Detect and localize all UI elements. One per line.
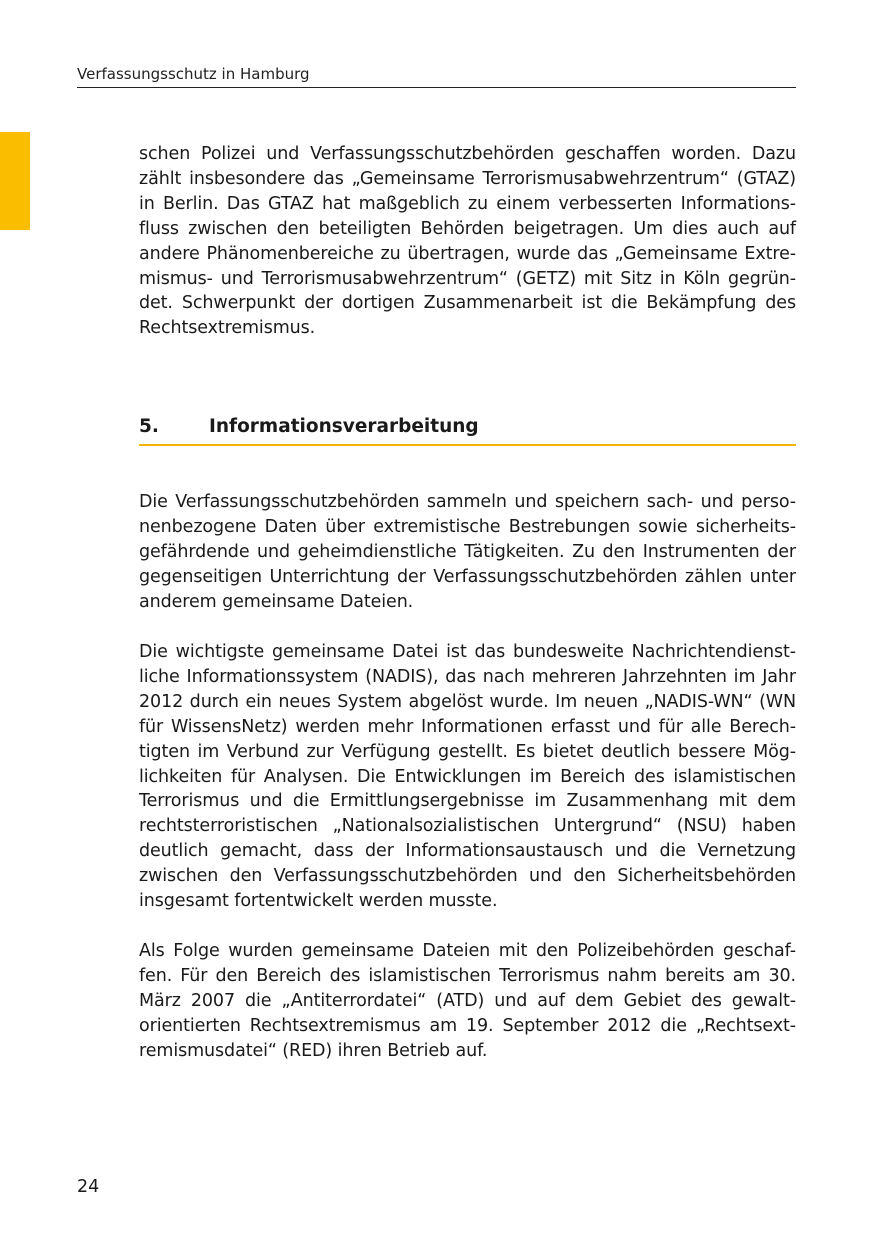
text-line: fen. Für den Bereich des islamistischen Terrorismus nahm bereits am 30. — [139, 965, 796, 986]
text-line: tigten im Verbund zur Verfügung gestellt. Es bietet deutlich bessere Mög- — [139, 741, 796, 762]
text-line: schen Polizei und Verfassungsschutzbehörden geschaffen worden. Dazu — [139, 144, 796, 164]
text-line: für WissensNetz) werden mehr Informationen erfasst und für alle Berech- — [139, 716, 796, 737]
paragraph-2 — [139, 640, 796, 914]
text-line: liche Informationssystem (NADIS), das nach mehreren Jahrzehnten im Jahr — [139, 666, 796, 687]
text-line: deutlich gemacht, dass der Informationsaustausch und die Vernetzung — [139, 841, 796, 862]
text-line: andere Phänomenbereiche zu übertragen, wurde das „Gemeinsame Extre- — [139, 243, 796, 264]
text-line: mismus- und Terrorismusabwehrzentrum“ (GETZ) mit Sitz in Köln gegrün- — [139, 268, 796, 289]
text-line: remismusdatei“ (RED) ihren Betrieb auf. — [139, 1040, 488, 1061]
text-line: nenbezogene Daten über extremistische Bestrebungen sowie sicherheits- — [139, 516, 796, 537]
paragraph-1 — [139, 490, 796, 615]
text-line: orientierten Rechtsextremismus am 19. September 2012 die „Rechtsext- — [139, 1015, 796, 1036]
text-line: fluss zwischen den beteiligten Behörden beigetragen. Um dies auch auf — [139, 218, 796, 239]
section-title: Informationsverarbeitung — [209, 416, 479, 437]
page-number: 24 — [77, 1177, 100, 1197]
text-line: 2012 durch ein neues System abgelöst wurde. Im neuen „NADIS-WN“ (WN — [139, 691, 796, 712]
text-line: März 2007 die „Antiterrordatei“ (ATD) und auf dem Gebiet des gewalt- — [139, 990, 796, 1011]
text-line: Die Verfassungsschutzbehörden sammeln und speichern sach- und perso- — [139, 492, 796, 512]
text-line: Rechtsextremismus. — [139, 318, 316, 339]
section-heading — [139, 414, 796, 446]
text-line: lichkeiten für Analysen. Die Entwicklungen im Bereich des islamistischen — [139, 766, 796, 787]
text-line: det. Schwerpunkt der dortigen Zusammenarbeit ist die Bekämpfung des — [139, 293, 796, 314]
text-line: zwischen den Verfassungsschutzbehörden und den Sicherheitsbehörden — [139, 866, 796, 887]
text-line: gefährdende und geheimdienstliche Tätigkeiten. Zu den Instrumenten der — [139, 541, 796, 562]
text-line: gegenseitigen Unterrichtung der Verfassungsschutzbehörden zählen unter — [139, 566, 796, 587]
text-line: Als Folge wurden gemeinsame Dateien mit den Polizeibehörden geschaf- — [139, 941, 796, 961]
chapter-marker-tab — [0, 132, 30, 230]
text-line: zählt insbesondere das „Gemeinsame Terrorismusabwehrzentrum“ (GTAZ) — [139, 168, 796, 189]
text-line: rechtsterroristischen „Nationalsozialistischen Untergrund“ (NSU) haben — [139, 816, 796, 837]
text-line: insgesamt fortentwickelt werden musste. — [139, 891, 498, 912]
paragraph-3 — [139, 939, 796, 1064]
text-line: Terrorismus und die Ermittlungsergebnisse im Zusammenhang mit dem — [139, 791, 796, 812]
running-header: Verfassungsschutz in Hamburg — [77, 64, 796, 88]
text-line: anderem gemeinsame Dateien. — [139, 591, 414, 612]
intro-paragraph — [139, 142, 796, 341]
text-line: Die wichtigste gemeinsame Datei ist das bundesweite Nachrichtendienst- — [139, 642, 796, 662]
section-number: 5. — [139, 416, 159, 437]
text-line: in Berlin. Das GTAZ hat maßgeblich zu einem verbesserten Informations- — [139, 193, 796, 214]
